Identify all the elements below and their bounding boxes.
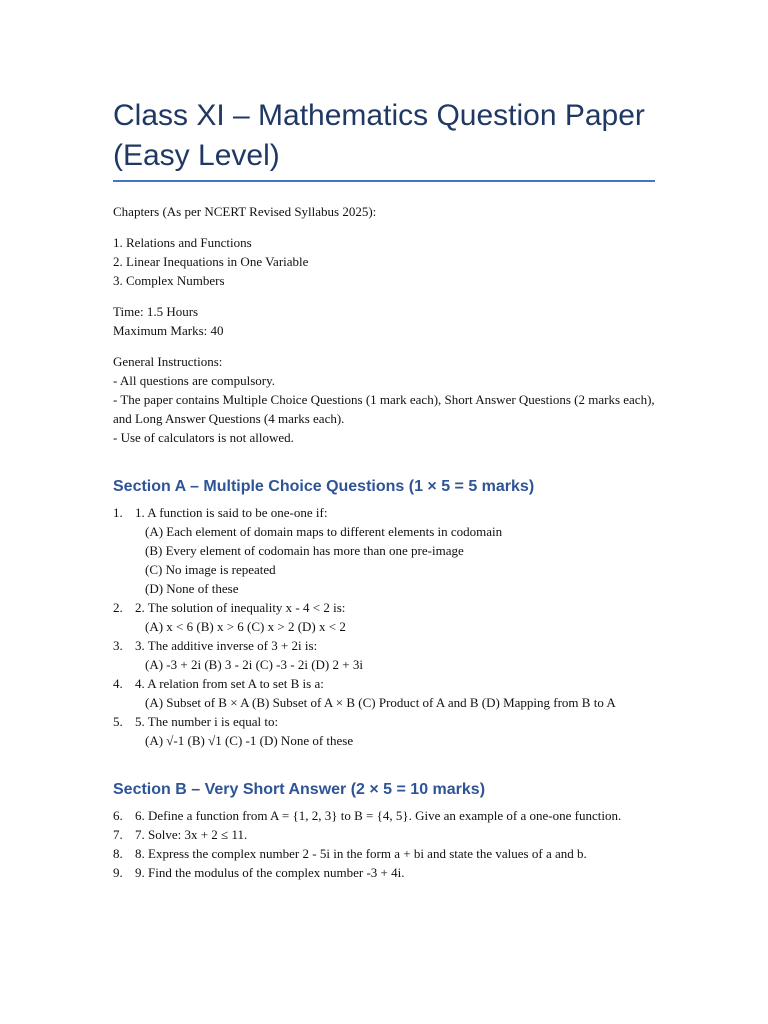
question-number: 2.	[113, 600, 123, 615]
chapter-item: 2. Linear Inequations in One Variable	[113, 254, 309, 269]
question-option: (A) -3 + 2i (B) 3 - 2i (C) -3 - 2i (D) 2 + 3i	[145, 657, 363, 672]
chapter-item: 3. Complex Numbers	[113, 273, 225, 288]
question-option: (B) Every element of codomain has more than one pre-image	[145, 543, 464, 558]
question-option: (D) None of these	[145, 581, 239, 596]
question-item	[113, 825, 658, 844]
instruction-item: - The paper contains Multiple Choice Questions (1 mark each), Short Answer Questions (2 marks each), and Long Answer Questions (4 marks each).	[113, 392, 655, 426]
question-item	[113, 844, 658, 863]
chapters-heading: Chapters (As per NCERT Revised Syllabus 2025):	[113, 204, 377, 219]
question-item	[113, 806, 658, 825]
question-item	[113, 674, 658, 712]
question-number: 9.	[113, 865, 123, 880]
question-text: 9. Find the modulus of the complex number -3 + 4i.	[135, 865, 405, 880]
question-option: (A) x < 6 (B) x > 6 (C) x > 2 (D) x < 2	[145, 619, 346, 634]
section-a-heading: Section A – Multiple Choice Questions (1 × 5 = 5 marks)	[113, 478, 535, 495]
question-option: (A) √-1 (B) √1 (C) -1 (D) None of these	[145, 733, 354, 748]
question-number: 3.	[113, 638, 123, 653]
max-marks-info: Maximum Marks: 40	[113, 323, 224, 338]
question-text: 4. A relation from set A to set B is a:	[135, 676, 324, 691]
question-option: (A) Subset of B × A (B) Subset of A × B (C) Product of A and B (D) Mapping from B to A	[145, 695, 616, 710]
question-item	[113, 598, 658, 636]
question-option: (C) No image is repeated	[145, 562, 276, 577]
question-text: 3. The additive inverse of 3 + 2i is:	[135, 638, 318, 653]
question-text: 7. Solve: 3x + 2 ≤ 11.	[135, 827, 248, 842]
question-number: 5.	[113, 714, 123, 729]
question-number: 8.	[113, 846, 123, 861]
question-number: 7.	[113, 827, 123, 842]
page-title: Class XI – Mathematics Question Paper (Easy Level)	[113, 99, 645, 172]
question-number: 1.	[113, 505, 123, 520]
instruction-item: - Use of calculators is not allowed.	[113, 430, 294, 445]
question-item	[113, 503, 658, 598]
section-b	[113, 780, 658, 882]
document-body	[113, 202, 658, 882]
section-a	[113, 477, 658, 750]
question-text: 8. Express the complex number 2 - 5i in the form a + bi and state the values of a and b.	[135, 846, 587, 861]
chapter-item: 1. Relations and Functions	[113, 235, 252, 250]
question-text: 1. A function is said to be one-one if:	[135, 505, 328, 520]
question-number: 4.	[113, 676, 123, 691]
question-item	[113, 863, 658, 882]
instruction-item: - All questions are compulsory.	[113, 373, 275, 388]
question-option: (A) Each element of domain maps to different elements in codomain	[145, 524, 503, 539]
instructions-heading: General Instructions:	[113, 354, 223, 369]
question-text: 2. The solution of inequality x - 4 < 2 is:	[135, 600, 346, 615]
question-number: 6.	[113, 808, 123, 823]
section-b-heading: Section B – Very Short Answer (2 × 5 = 10 marks)	[113, 781, 486, 798]
question-text: 5. The number i is equal to:	[135, 714, 279, 729]
time-info: Time: 1.5 Hours	[113, 304, 199, 319]
question-text: 6. Define a function from A = {1, 2, 3} to B = {4, 5}. Give an example of a one-one function.	[135, 808, 622, 823]
title-underline	[113, 180, 655, 182]
question-item	[113, 712, 658, 750]
question-item	[113, 636, 658, 674]
